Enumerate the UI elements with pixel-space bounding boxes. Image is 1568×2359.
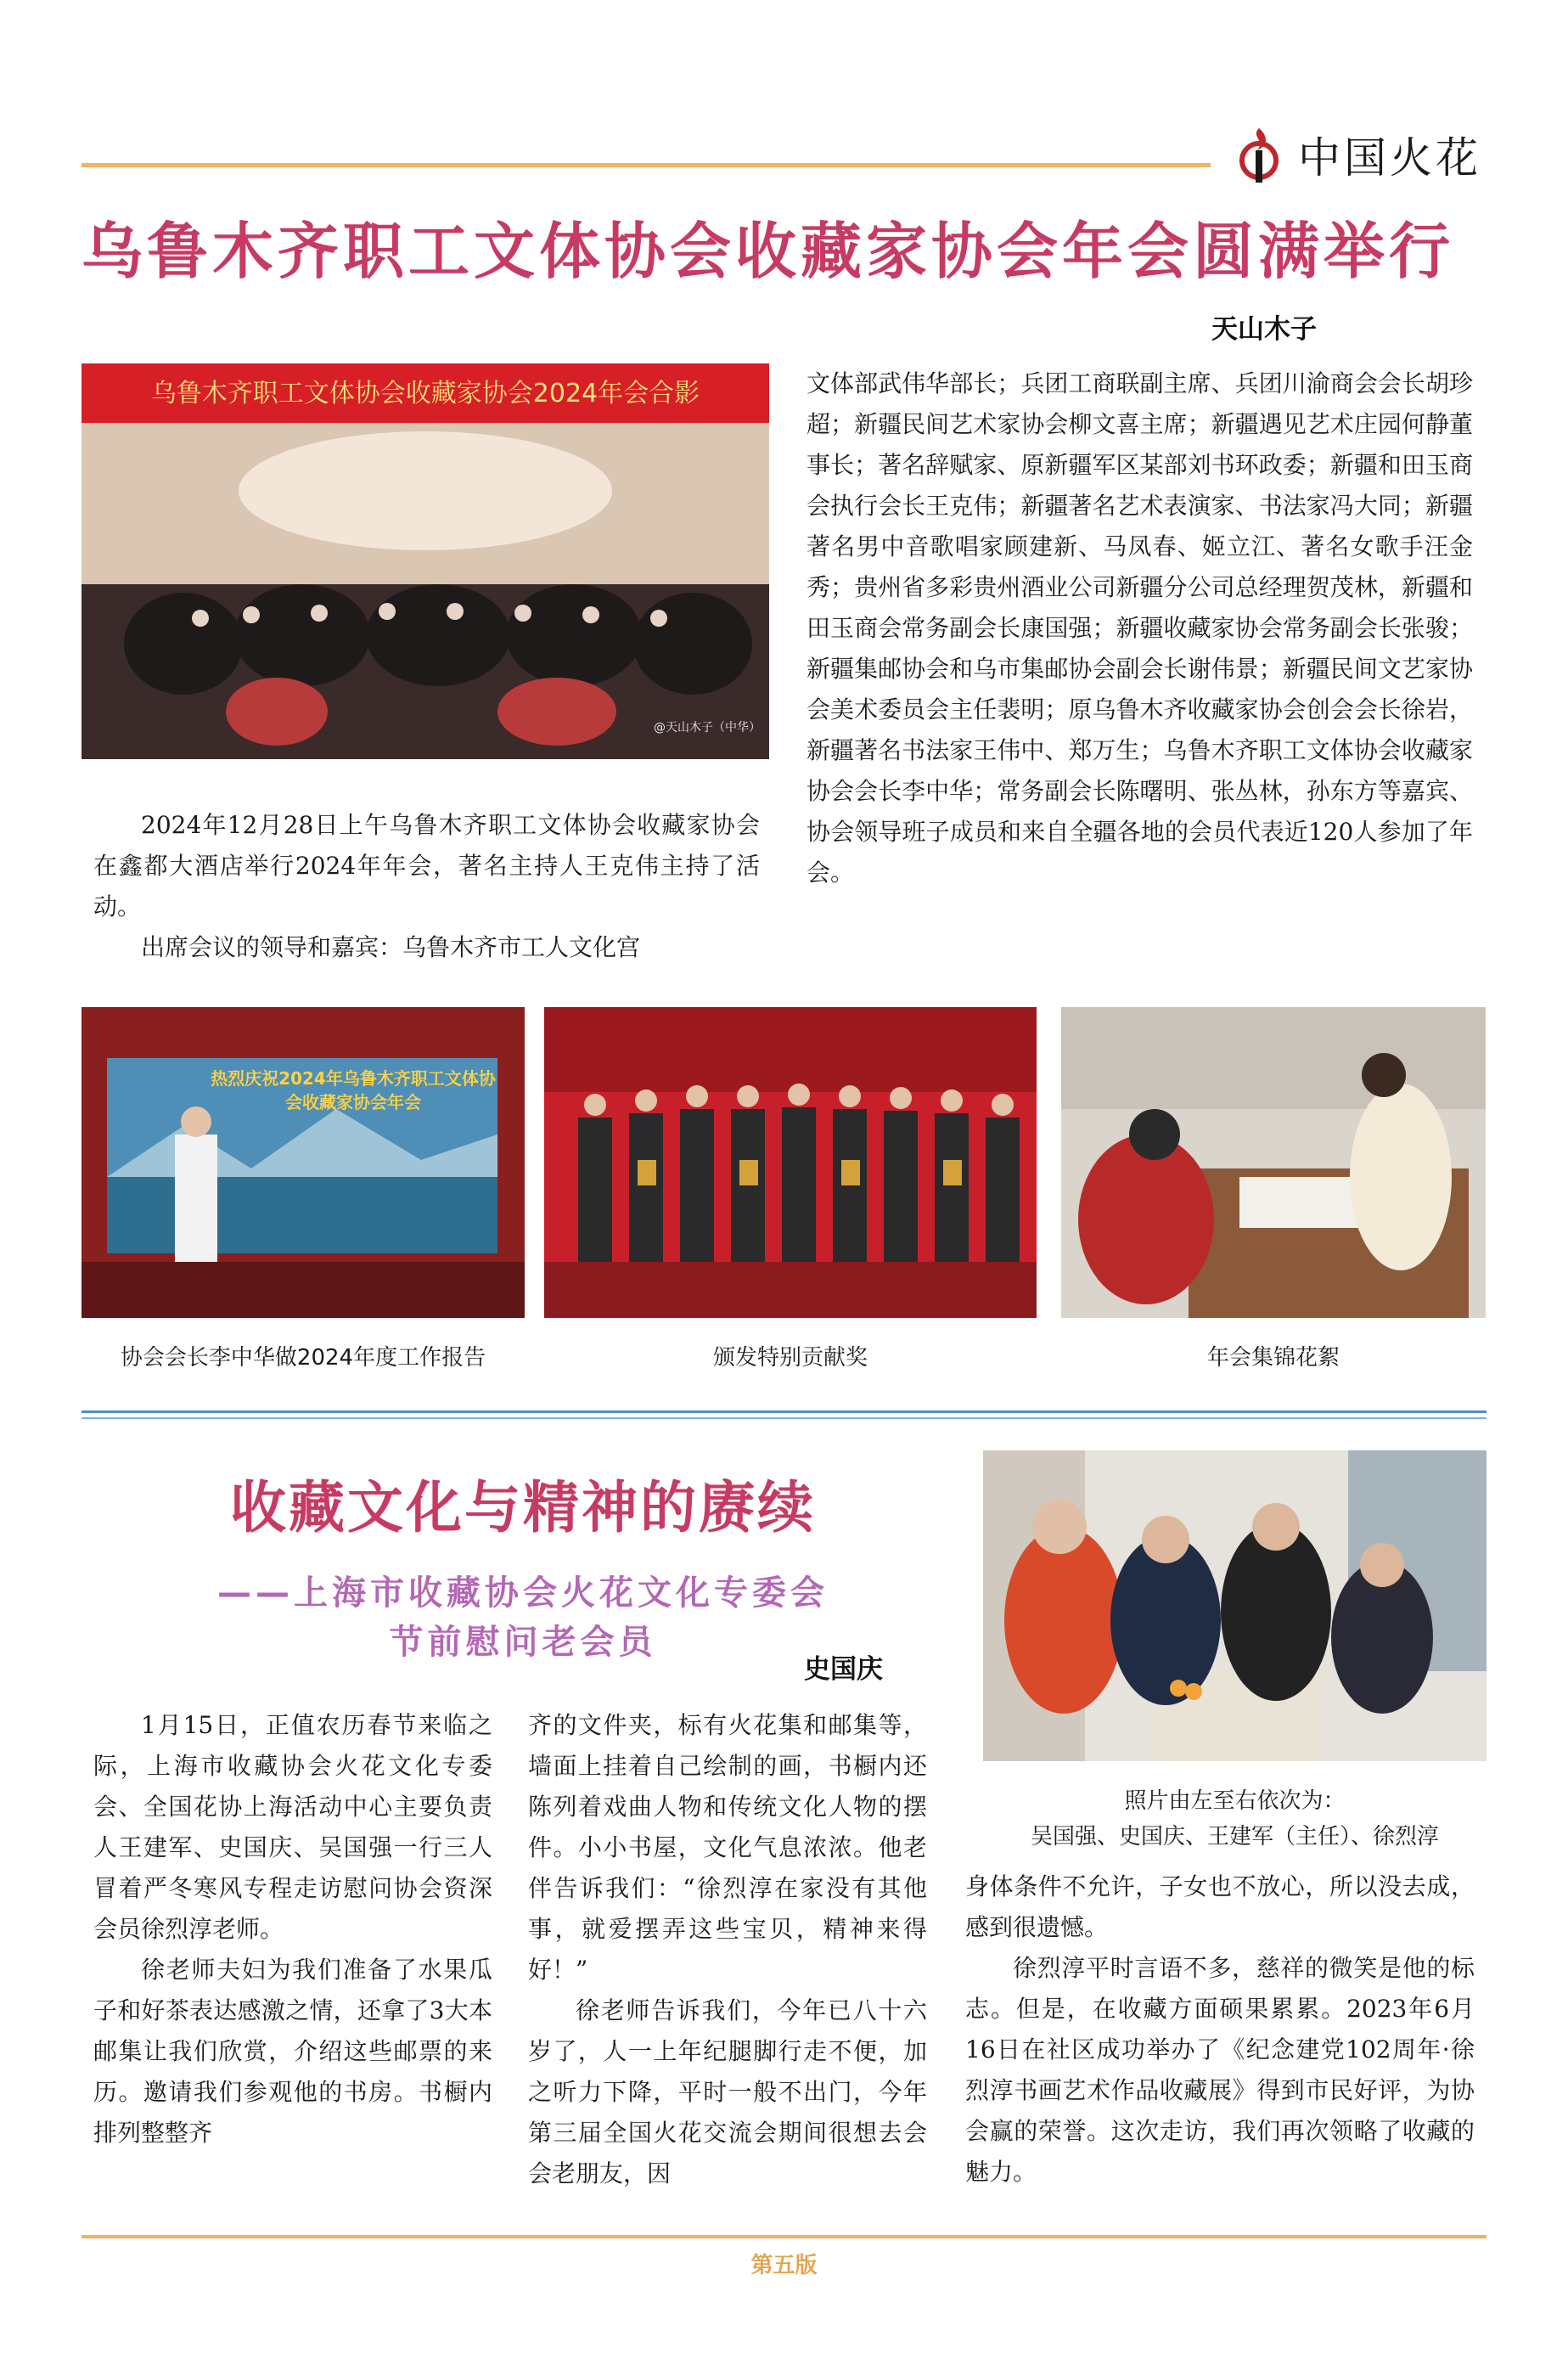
paragraph: 齐的文件夹，标有火花集和邮集等，墙面上挂着自己绘制的画，书橱内还陈列着戏曲人物和传统文化人物的摆件。小小书屋，文化气息浓浓。他老伴告诉我们：“徐烈淳在家没有其他事，就爱摆弄这些宝贝，精神来得好！”	[528, 1711, 927, 1984]
highlights-photo	[1061, 1007, 1486, 1318]
article2-title: 收藏文化与精神的赓续	[230, 1475, 816, 1540]
section-divider-thin	[81, 1417, 1487, 1419]
paragraph: 2024年12月28日上午乌鲁木齐职工文体协会收藏家协会在鑫都大酒店举行2024年年会，著名主持人王克伟主持了活动。	[93, 811, 760, 921]
paragraph: 文体部武伟华部长；兵团工商联副主席、兵团川渝商会会长胡珍超；新疆民间艺术家协会柳文喜主席；新疆遇见艺术庄园何静董事长；著名辞赋家、原新疆军区某部刘书环政委；新疆和田玉商会执行会长王克伟；新疆著名艺术表演家、书法家冯大同；新疆著名男中音歌唱家顾建新、马凤春、姬立江、著名女歌手汪金秀；贵州省多彩贵州酒业公司新疆分公司总经理贺茂林，新疆和田玉商会常务副会长康国强；新疆收藏家协会常务副会长张骏；新疆集邮协会和乌市集邮协会副会长谢伟景；新疆民间文艺家协会美术委员会主任裴明；原乌鲁木齐收藏家协会创会会长徐岩，新疆著名书法家王伟中、郑万生；乌鲁木齐职工文体协会收藏家协会会长李中华；常务副会长陈曙明、张丛林，孙东方等嘉宾、协会领导班子成员和来自全疆各地的会员代表近120人参加了年会。	[806, 369, 1473, 887]
award-photo	[544, 1007, 1037, 1318]
photo-watermark: @天山木子（中华）	[654, 721, 761, 735]
masthead-brand: 中国火花	[1298, 133, 1481, 183]
flame-logo-icon	[1235, 125, 1286, 184]
paragraph: 身体条件不允许，子女也不放心，所以没去成，感到很遗憾。	[965, 1872, 1475, 1941]
article2-column2	[528, 1705, 927, 2194]
caption-report: 协会会长李中华做2024年度工作报告	[120, 1345, 486, 1371]
article1-right-column	[806, 363, 1473, 893]
article1-author: 天山木子	[1211, 314, 1317, 345]
article2-subtitle-line2: 节前慰问老会员	[389, 1623, 657, 1662]
caption-highlights: 年会集锦花絮	[1206, 1345, 1340, 1371]
paragraph: 1月15日，正值农历春节来临之际，上海市收藏协会火花文化专委会、全国花协上海活动中心主要负责人王建军、史国庆、吴国强一行三人冒着严冬寒风专程走访慰问协会资深会员徐烈淳老师。	[93, 1711, 492, 1943]
article1-left-column	[93, 805, 760, 968]
article2-author: 史国庆	[804, 1654, 883, 1685]
visit-photo-caption-line2: 吴国强、史国庆、王建军（主任）、徐烈淳	[1030, 1824, 1439, 1849]
visit-photo-caption-line1: 照片由左至右依次为：	[1124, 1788, 1346, 1814]
report-photo	[81, 1007, 525, 1318]
article2-column1	[93, 1705, 492, 2154]
article2-subtitle-line1: ——上海市收藏协会火花文化专委会	[217, 1574, 829, 1613]
page-number: 第五版	[750, 2253, 818, 2278]
paragraph: 徐老师告诉我们，今年已八十六岁了，人一上年纪腿脚行走不便，加之听力下降，平时一般不出门，今年第三届全国火花交流会期间很想去会会老朋友，因	[528, 1996, 927, 2187]
header-rule	[81, 163, 1211, 167]
article2-column3	[965, 1866, 1475, 2193]
paragraph: 徐烈淳平时言语不多，慈祥的微笑是他的标志。但是，在收藏方面硕果累累。2023年6月16日在社区成功举办了《纪念建党102周年·徐烈淳书画艺术作品收藏展》得到市民好评，为协会赢的荣誉。这次走访，我们再次领略了收藏的魅力。	[965, 1954, 1475, 2186]
visit-photo	[983, 1450, 1487, 1761]
article1-title: 乌鲁木齐职工文体协会收藏家协会年会圆满举行	[81, 216, 1455, 287]
group-photo	[81, 363, 769, 759]
caption-award: 颁发特别贡献奖	[712, 1345, 868, 1371]
group-photo-banner: 乌鲁木齐职工文体协会收藏家协会2024年会合影	[150, 379, 700, 408]
footer-rule	[81, 2235, 1487, 2238]
section-divider	[81, 1410, 1487, 1413]
paragraph: 出席会议的领导和嘉宾：乌鲁木齐市工人文化宫	[141, 933, 641, 961]
stage-banner: 热烈庆祝2024年乌鲁木齐职工文体协会收藏家协会年会	[211, 1068, 496, 1112]
masthead	[1235, 121, 1490, 189]
paragraph: 徐老师夫妇为我们准备了水果瓜子和好茶表达感激之情，还拿了3大本邮集让我们欣赏，介绍这些邮票的来历。邀请我们参观他的书房。书橱内排列整整齐	[93, 1956, 492, 2147]
